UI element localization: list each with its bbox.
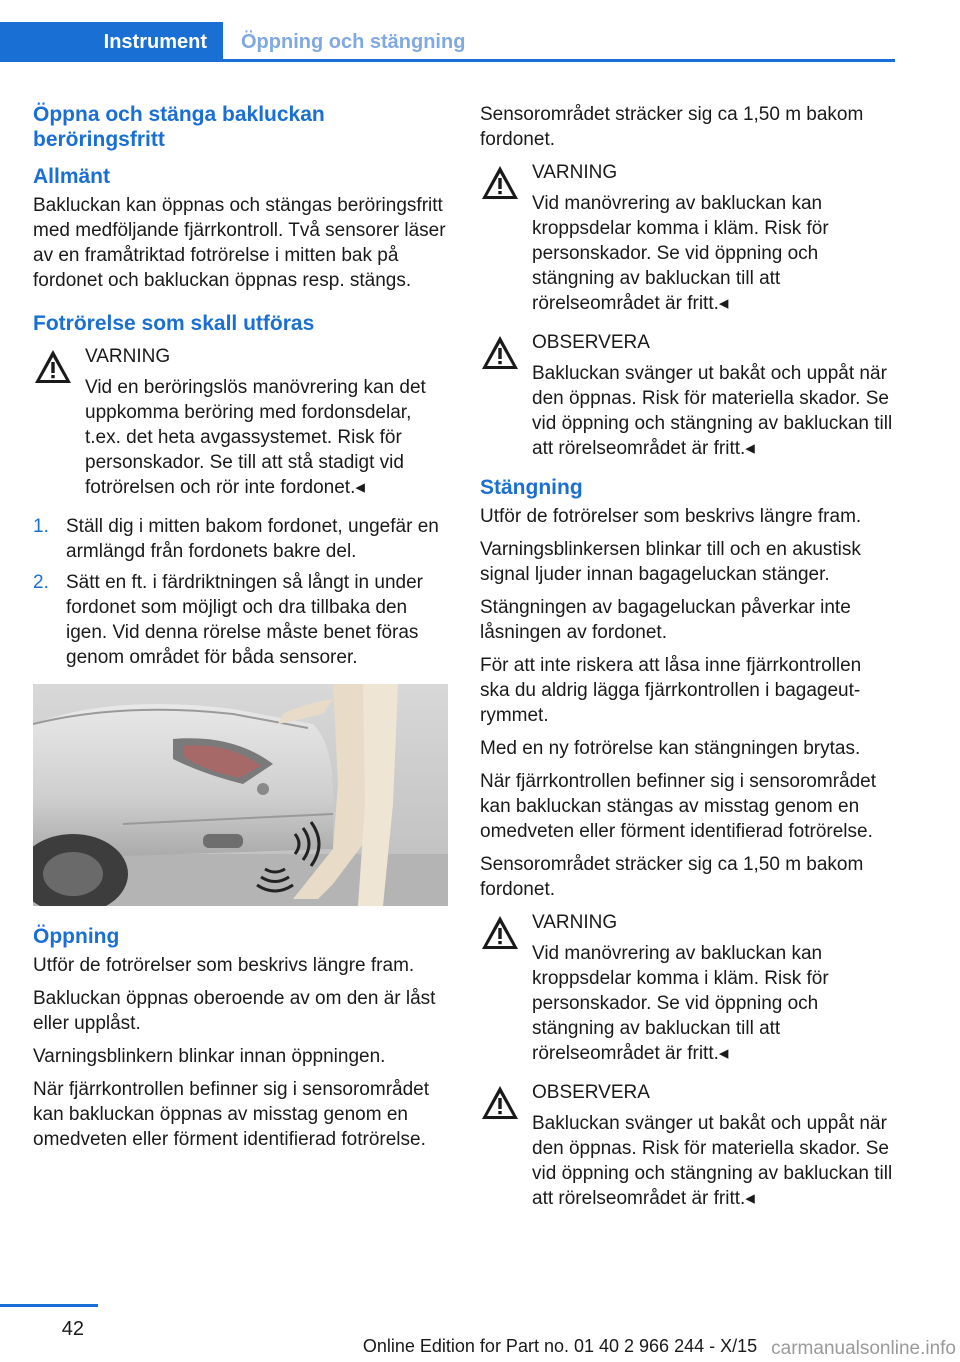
closing-text-3: Stängningen av bagageluckan påverkar inte låsningen av fordonet. bbox=[480, 597, 851, 643]
sensor-range-text: Sensorområdet sträcker sig ca 1,50 m bakom fordonet. bbox=[480, 104, 864, 150]
list-item bbox=[33, 570, 448, 670]
page-number: 42 bbox=[61, 1318, 84, 1340]
warning-text: Vid manövrering av bakluckan kan kroppsdelar komma i kläm. Risk för personskador. Se vid öppning och stängning av bakluckan till att rörelseområdet är fritt.◂ bbox=[532, 193, 829, 314]
warning-text: Vid en beröringslös manövrering kan det uppkomma beröring med fordonsdelar, t.ex. det heta avgassystemet. Risk för personskador. Se till att stå stadigt vid fotrörelsen och rör inte fordonet.◂ bbox=[85, 377, 426, 498]
warning-icon bbox=[480, 914, 520, 952]
step-number: 1. bbox=[33, 516, 49, 537]
warning-icon bbox=[33, 348, 73, 386]
closing-text-4: För att inte riskera att låsa inne fjärrkontrollen ska du aldrig lägga fjärrkontrollen i bagageutrymmet. bbox=[480, 655, 862, 726]
general-text: Bakluckan kan öppnas och stängas beröringsfritt med medföljande fjärrkontroll. Två sensorer läser av en framåtriktad fotrörelse i mitten bak på fordonet och bakluckan öppnas resp. stängs. bbox=[33, 195, 446, 291]
foot-movement-heading: Fotrörelse som skall utföras bbox=[33, 312, 315, 335]
footer-rule bbox=[0, 1304, 98, 1307]
tab-opening-closing[interactable]: Öppning och stängning bbox=[241, 30, 466, 53]
right-column bbox=[480, 102, 895, 1225]
list-item bbox=[33, 514, 448, 564]
warning-block bbox=[480, 160, 895, 316]
step-text: Sätt en ft. i färdriktningen så långt in under fordonet som möjligt och dra tillbaka den igen. Vid denna rörelse måste benet föras genom området för båda sensorer. bbox=[66, 572, 423, 668]
closing-heading: Stängning bbox=[480, 476, 583, 499]
warning-icon bbox=[480, 334, 520, 372]
closing-text-2: Varningsblinkersen blinkar till och en akustisk signal ljuder innan bagageluckan stänger. bbox=[480, 539, 861, 585]
section-title: Öppna och stänga bakluckan beröringsfritt bbox=[33, 103, 325, 151]
notice-title: OBSERVERA bbox=[532, 332, 650, 353]
opening-text-2: Bakluckan öppnas oberoende av om den är låst eller upplåst. bbox=[33, 988, 436, 1034]
tab-instrument[interactable]: Instrument bbox=[0, 22, 223, 62]
opening-heading: Öppning bbox=[33, 925, 120, 948]
step-number: 2. bbox=[33, 572, 49, 593]
notice-text: Bakluckan svänger ut bakåt och uppåt när den öppnas. Risk för materiella skador. Se vid öppning och stängning av bakluckan till att rörelseområdet är fritt.◂ bbox=[532, 1113, 893, 1209]
page-header bbox=[0, 0, 895, 63]
sensor-range-text: Sensorområdet sträcker sig ca 1,50 m bakom fordonet. bbox=[480, 854, 864, 900]
opening-text-3: Varningsblinkern blinkar innan öppningen. bbox=[33, 1046, 386, 1067]
warning-icon bbox=[480, 164, 520, 202]
notice-title: OBSERVERA bbox=[532, 1082, 650, 1103]
closing-text-6: När fjärrkontrollen befinner sig i sensorområdet kan bakluckan stängas av misstag genom en omedveten eller förment identifierad fotrörelse. bbox=[480, 771, 877, 842]
left-column bbox=[33, 102, 448, 1160]
warning-block bbox=[480, 910, 895, 1066]
steps-list bbox=[33, 514, 448, 670]
notice-text: Bakluckan svänger ut bakåt och uppåt när den öppnas. Risk för materiella skador. Se vid öppning och stängning av bakluckan till att rörelseområdet är fritt.◂ bbox=[532, 363, 893, 459]
step-text: Ställ dig i mitten bakom fordonet, ungefär en armlängd från fordonets bakre del. bbox=[66, 516, 439, 562]
warning-title: VARNING bbox=[85, 346, 171, 367]
warning-title: VARNING bbox=[532, 162, 618, 183]
notice-block bbox=[480, 1080, 895, 1211]
warning-icon bbox=[480, 1084, 520, 1122]
edition-text: Online Edition for Part no. 01 40 2 966 244 - X/15 bbox=[362, 1336, 758, 1356]
watermark: carmanualsonline.info bbox=[771, 1338, 956, 1359]
closing-text-1: Utför de fotrörelser som beskrivs längre fram. bbox=[480, 506, 862, 527]
opening-text-1: Utför de fotrörelser som beskrivs längre fram. bbox=[33, 955, 415, 976]
warning-title: VARNING bbox=[532, 912, 618, 933]
foot-gesture-illustration bbox=[33, 684, 448, 906]
opening-text-4: När fjärrkontrollen befinner sig i sensorområdet kan bakluckan öppnas av misstag genom en omedveten eller förment identifierad fotrörelse. bbox=[33, 1079, 430, 1150]
warning-block bbox=[33, 344, 448, 500]
notice-block bbox=[480, 330, 895, 461]
warning-text: Vid manövrering av bakluckan kan kroppsdelar komma i kläm. Risk för personskador. Se vid öppning och stängning av bakluckan till att rörelseområdet är fritt.◂ bbox=[532, 943, 829, 1064]
header-rule bbox=[0, 59, 895, 62]
closing-text-5: Med en ny fotrörelse kan stängningen brytas. bbox=[480, 738, 861, 759]
general-heading: Allmänt bbox=[33, 165, 111, 188]
